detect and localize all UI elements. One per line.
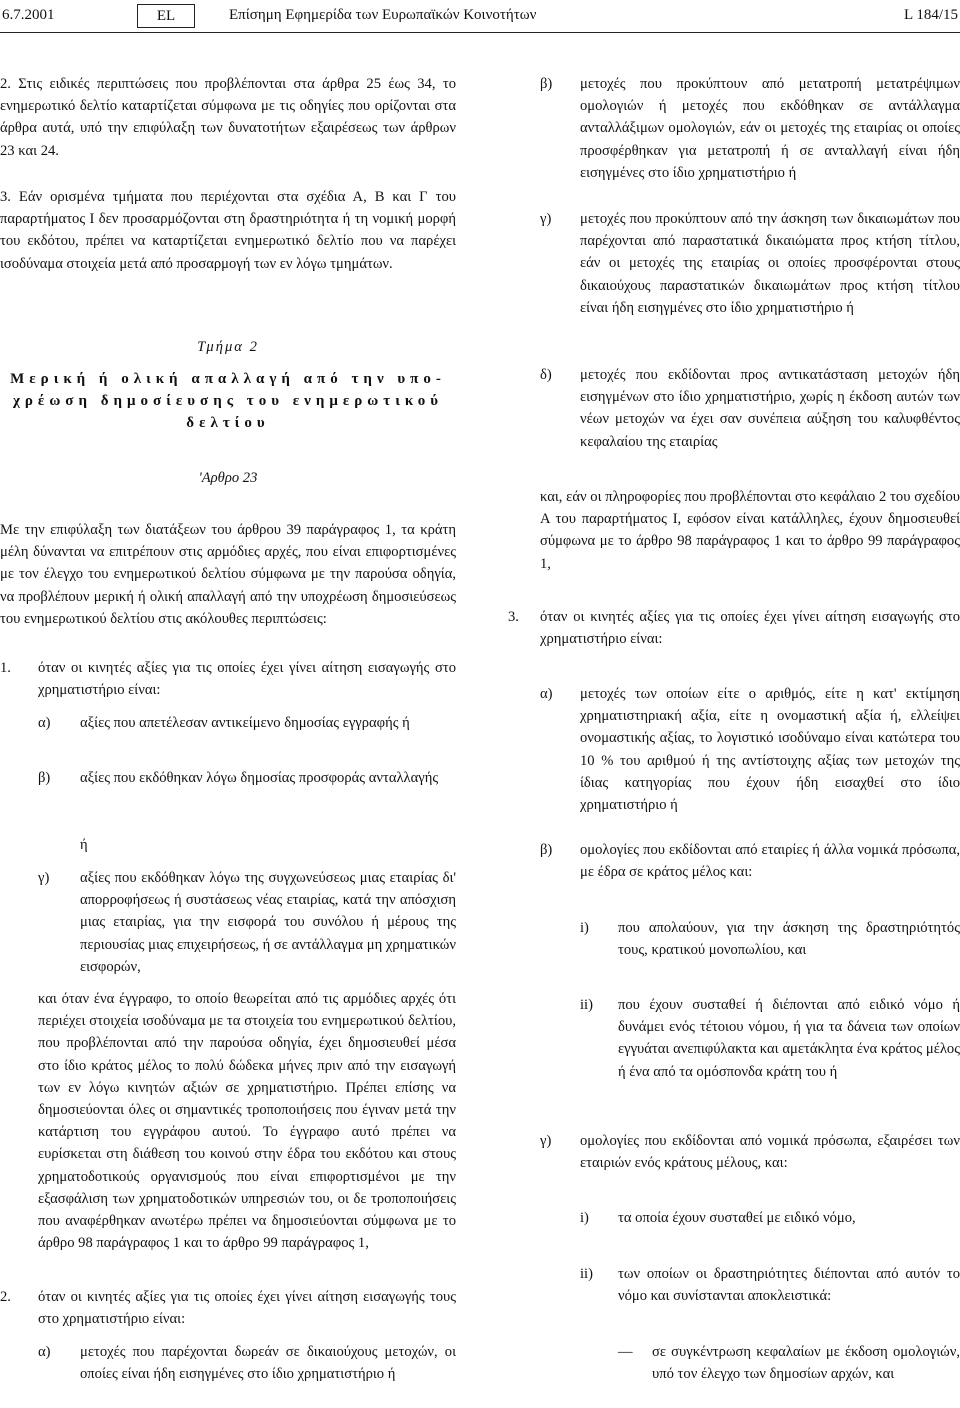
section-heading-line-3: δελτίου [186,415,270,431]
section-heading-line-1: Μερική ή ολική απαλλαγή από την υπο- [10,371,446,387]
item-label: ii) [580,1266,593,1282]
language-badge: EL [137,4,195,28]
item-label: i) [580,920,589,936]
item-label: γ) [540,1133,552,1149]
item-label: γ) [38,870,50,886]
item-text: μετοχές που παρέχονται δωρεάν σε δικαιούχους μετοχών, οι οποίες είναι ήδη εισηγμένες στο ίδιο χρηματιστήριο ή [80,1344,456,1383]
item-text: αξίες που εκδόθηκαν λόγω δημοσίας προσφοράς ανταλλαγής [80,770,439,786]
continuation-paragraph: και, εάν οι πληροφορίες που προβλέπονται στο κεφάλαιο 2 του σχεδίου Α του παραρτήματος Ι, εφόσον είναι κατάλληλες, έχουν δημοσιευθεί σύμφωνα με το άρθρο 98 παράγραφος 1 και το άρθρο 99 παράγραφος 1, [540,489,960,572]
item-label: δ) [540,367,552,383]
dash-label: — [618,1344,633,1360]
item-text: όταν οι κινητές αξίες για τις οποίες έχει γίνει αίτηση εισαγωγής τους στο χρηματιστήριο είναι: [38,1289,456,1328]
page-header [0,0,960,33]
item-label: 3. [508,609,519,625]
item-text: σε συγκέντρωση κεφαλαίων με έκδοση ομολογιών, υπό τον έλεγχο των δημοσίων αρχών, και [652,1344,960,1383]
item-label: α) [38,715,51,731]
item-label: 1. [0,660,11,676]
item-label: α) [38,1344,51,1360]
item-text: που έχουν συσταθεί ή διέπονται από ειδικό νόμο ή δυνάμει ενός τέτοιου νόμου, ή για τα δάνεια των οποίων εγγυάται ανεπιφύλακτα και αμετάκλητα ένα κράτος μέλος ή ένα από τα ομόσπονδα κράτη του ή [618,997,960,1080]
item-label: i) [580,1210,589,1226]
item-label: β) [540,842,553,858]
or-text: ή [80,837,88,853]
article-title: 'Αρθρο 23 [198,470,258,486]
section-heading-line-2: χρέωση δημοσίευσης του ενημερωτικού [12,393,444,409]
item-text: μετοχές που προκύπτουν από μετατροπή μετατρέψιμων ομολογιών ή μετοχές που εκδόθηκαν σε αντάλλαγμα ανταλλάξιμων ομολογιών, εάν οι μετοχές της εταιρίας οι οποίες προσφέρθηκαν για μετατροπή ή σε ανταλλαγή είναι ήδη εισηγμένες στο ίδιο χρηματιστήριο ή [580,76,960,181]
journal-title: Επίσημη Εφημερίδα των Ευρωπαϊκών Κοινοτήτων [229,7,537,23]
paragraph-2: 2. Στις ειδικές περιπτώσεις που προβλέπονται στα άρθρα 25 έως 34, το ενημερωτικό δελτίο καταρτίζεται σύμφωνα με τις οδηγίες που ορίζονται στα άρθρα αυτά, υπό την επιφύλαξη των δυνατοτήτων εξαιρέσεως των άρθρων 23 και 24. [0,76,456,159]
item-text: μετοχές των οποίων είτε ο αριθμός, είτε η κατ' εκτίμηση χρηματιστηριακή αξία, είτε η ονομαστική αξία ή, ελλείψει ονομαστικής αξίας, το λογιστικό ισοδύναμο είναι κατώτερα του 10 % του αριθμού ή της αντίστοιχης αξίας των μετοχών της ίδιας κατηγορίας που έχουν ήδη εισαχθεί στο ίδιο χρηματιστήριο ή [580,686,960,814]
item-text: όταν οι κινητές αξίες για τις οποίες έχει γίνει αίτηση εισαγωγής στο χρηματιστήριο είναι: [540,609,960,648]
item-label: γ) [540,211,552,227]
item-text: όταν οι κινητές αξίες για τις οποίες έχει γίνει αίτηση εισαγωγής στο χρηματιστήριο είναι: [38,660,456,699]
item-label: β) [38,770,51,786]
item-label: ii) [580,997,593,1013]
item-label: β) [540,76,553,92]
paragraph-3: 3. Εάν ορισμένα τμήματα που περιέχονται στα σχέδια Α, Β και Γ του παραρτήματος Ι δεν προσαρμόζονται στη δραστηριότητα ή τη νομική μορφή του εκδότου, πρέπει να καταρτίζεται ενημερωτικό δελτίο που να παρέχει ισοδύναμα στοιχεία μετά από προσαρμογή των εν λόγω τμημάτων. [0,189,456,272]
article-intro: Με την επιφύλαξη των διατάξεων του άρθρου 39 παράγραφος 1, τα κράτη μέλη δύνανται να επιτρέπουν στις αρμόδιες αρχές, που είναι επιφορτισμένες με τον έλεγχο του ενημερωτικού δελτίου σύμφωνα με την παρούσα οδηγία, να προβλέπουν μερική ή ολική απαλλαγή από την υποχρέωση δημοσιεύσεως του ενημερωτικού δελτίου στις ακόλουθες περιπτώσεις: [0,522,456,627]
item-text: μετοχές που εκδίδονται προς αντικατάσταση μετοχών ήδη εισηγμένων στο ίδιο χρηματιστήριο, χωρίς η έκδοση αυτών των νέων μετοχών να έχει σαν συνέπεια αύξηση του καλυφθέντος κεφαλαίου της εταιρίας [580,367,960,450]
item-text: ομολογίες που εκδίδονται από εταιρίες ή άλλα νομικά πρόσωπα, με έδρα σε κράτος μέλος και: [580,842,960,881]
item-text: ομολογίες που εκδίδονται από νομικά πρόσωπα, εξαιρέσει των εταιριών ενός κράτους μέλους, και: [580,1133,960,1172]
item-label: 2. [0,1289,11,1305]
item-text: αξίες που απετέλεσαν αντικείμενο δημοσίας εγγραφής ή [80,715,410,731]
item-text: μετοχές που προκύπτουν από την άσκηση των δικαιωμάτων που παρέχονται από παραστατικά δικαιώματα προς κτήση τίτλου, εάν οι μετοχές της εταιρίας οι οποίες προσφέρονται στους δικαιούχους παραστατικών δικαιωμάτων προς κτήση τίτλου είναι ήδη εισηγμένες στο ίδιο χρηματιστήριο ή [580,211,960,316]
item-label: α) [540,686,553,702]
item-text: των οποίων οι δραστηριότητες διέπονται από αυτόν το νόμο και συνίστανται αποκλειστικά: [618,1266,960,1305]
continuation-paragraph: και όταν ένα έγγραφο, το οποίο θεωρείται από τις αρμόδιες αρχές ότι περιέχει στοιχεία ισοδύναμα με τα στοιχεία του ενημερωτικού δελτίου, που προβλέπονται από την παρούσα οδηγία, έχει δημοσιευθεί μέσα στο ίδιο κράτος μέλος το πολύ δώδεκα μήνες πριν από την εισαγωγή των εν λόγω κινητών αξιών σε χρηματιστήριο. Πρέπει επίσης να δημοσιεύονται όλες οι σημαντικές τροποποιήσεις που έγιναν μετά την κατάρτιση του εγγράφου αυτού. Το έγγραφο αυτό πρέπει να ευρίσκεται στη διάθεση του κοινού στην έδρα του εκδότου και στους χρηματοδοτικούς οργανισμούς που είναι επιφορτισμένοι με την εξασφάλιση των χρηματοδοτικών υπηρεσιών του, οι δε τροποποιήσεις που αναφέρθηκαν ανωτέρω πρέπει να δημοσιεύονται σύμφωνα με το άρθρο 98 παράγραφος 1 και το άρθρο 99 παράγραφος 1, [38,991,456,1252]
section-title: Τμήμα 2 [197,339,259,355]
item-text: που απολαύουν, για την άσκηση της δραστηριότητός τους, κρατικού μονοπωλίου, και [618,920,960,959]
item-text: τα οποία έχουν συσταθεί με ειδικό νόμο, [618,1210,856,1226]
item-text: αξίες που εκδόθηκαν λόγω της συγχωνεύσεως μιας εταιρίας δι' απορροφήσεως ή συστάσεως νέας εταιρίας, κατά την απόσχιση μιας εταιρίας, για την εισφορά του συνόλου ή μέρους της περιουσίας μιας επιχειρήσεως, ή σε αντάλλαγμα μη χρηματικών εισφορών, [80,870,456,975]
publication-date: 6.7.2001 [2,7,55,23]
page-reference: L 184/15 [903,7,958,23]
